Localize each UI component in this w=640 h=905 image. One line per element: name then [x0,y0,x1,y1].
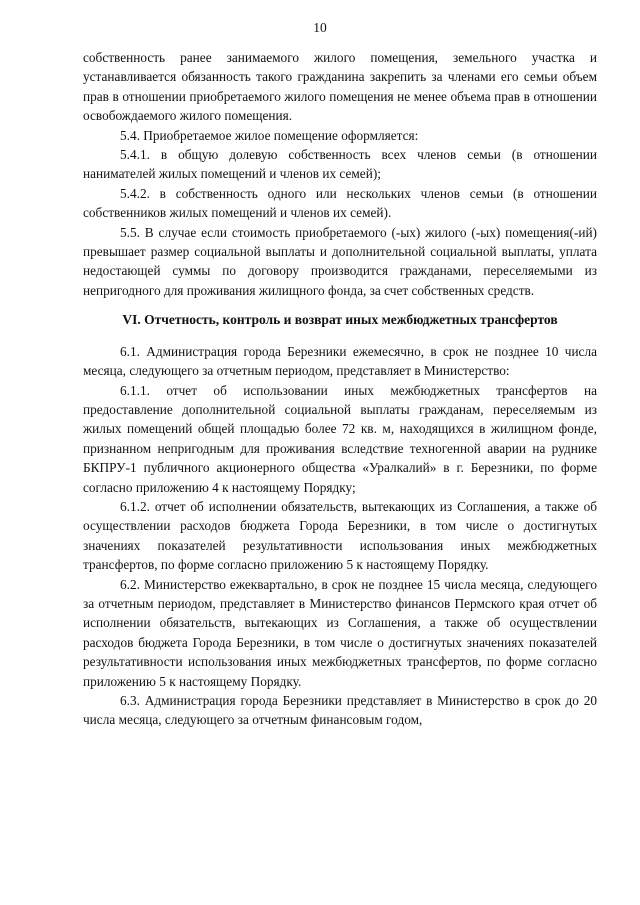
document-body [83,48,597,730]
section-heading: VI. Отчетность, контроль и возврат иных межбюджетных трансфертов [122,312,558,328]
paragraph-5-5: 5.5. В случае если стоимость приобретаемого (-ых) жилого (-ых) помещения(-ий) превышает размер социальной выплаты и дополнительной социальной выплаты, уплата недостающей суммы по договору производится гражданами, переселяемыми из непригодного для проживания жилищного фонда, за счет собственных средств. [83,224,597,298]
paragraph-5-4-1: 5.4.1. в общую долевую собственность всех членов семьи (в отношении нанимателей жилых помещений и членов их семей); [83,147,597,182]
page-number: 10 [313,20,327,35]
paragraph-6-3: 6.3. Администрация города Березники представляет в Министерство в срок до 20 числа месяца, следующего за отчетным финансовым годом, [83,693,597,728]
paragraph-6-1-1: 6.1.1. отчет об использовании иных межбюджетных трансфертов на предоставление дополнительной социальной выплаты гражданам, переселяемым из жилых помещений общей площадью более 72 кв. м, находящихся в жилищном фонде, признанном непригодным для проживания вследствие техногенной аварии на руднике БКПРУ-1 публичного акционерного общества «Уралкалий» в г. Березники, по форме согласно приложению 4 к настоящему Порядку; [83,382,597,495]
paragraph-6-1: 6.1. Администрация города Березники ежемесячно, в срок не позднее 10 числа месяца, следующего за отчетным периодом, представляет в Министерство: [83,343,597,379]
paragraph-5-4: 5.4. Приобретаемое жилое помещение оформляется: [120,127,419,143]
paragraph-5-4-2: 5.4.2. в собственность одного или нескольких членов семьи (в отношении собственников жилых помещений и членов их семей). [83,185,597,221]
paragraph-6-2: 6.2. Министерство ежеквартально, в срок не позднее 15 числа месяца, следующего за отчетным периодом, представляет в Министерство финансов Пермского края отчет об исполнении обязательств, вытекающих из Соглашения, а также об осуществлении расходов бюджета Города Березники, в том числе о достигнутых значениях показателей результативности использования иных межбюджетных трансфертов, по форме согласно приложению 5 к настоящему Порядку. [83,576,597,689]
paragraph-continuation: собственность ранее занимаемого жилого помещения, земельного участка и устанавливается обязанность такого гражданина закрепить за членами его семьи объем прав в отношении приобретаемого жилого помещения не менее объема прав в отношении освобождаемого жилого помещения. [83,50,597,124]
paragraph-6-1-2: 6.1.2. отчет об исполнении обязательств, вытекающих из Соглашения, а также об осуществлении расходов бюджета Города Березники, в том числе о достигнутых значениях показателей результативности использования иных межбюджетных трансфертов, по форме согласно приложению 5 к настоящему Порядку. [83,498,597,573]
